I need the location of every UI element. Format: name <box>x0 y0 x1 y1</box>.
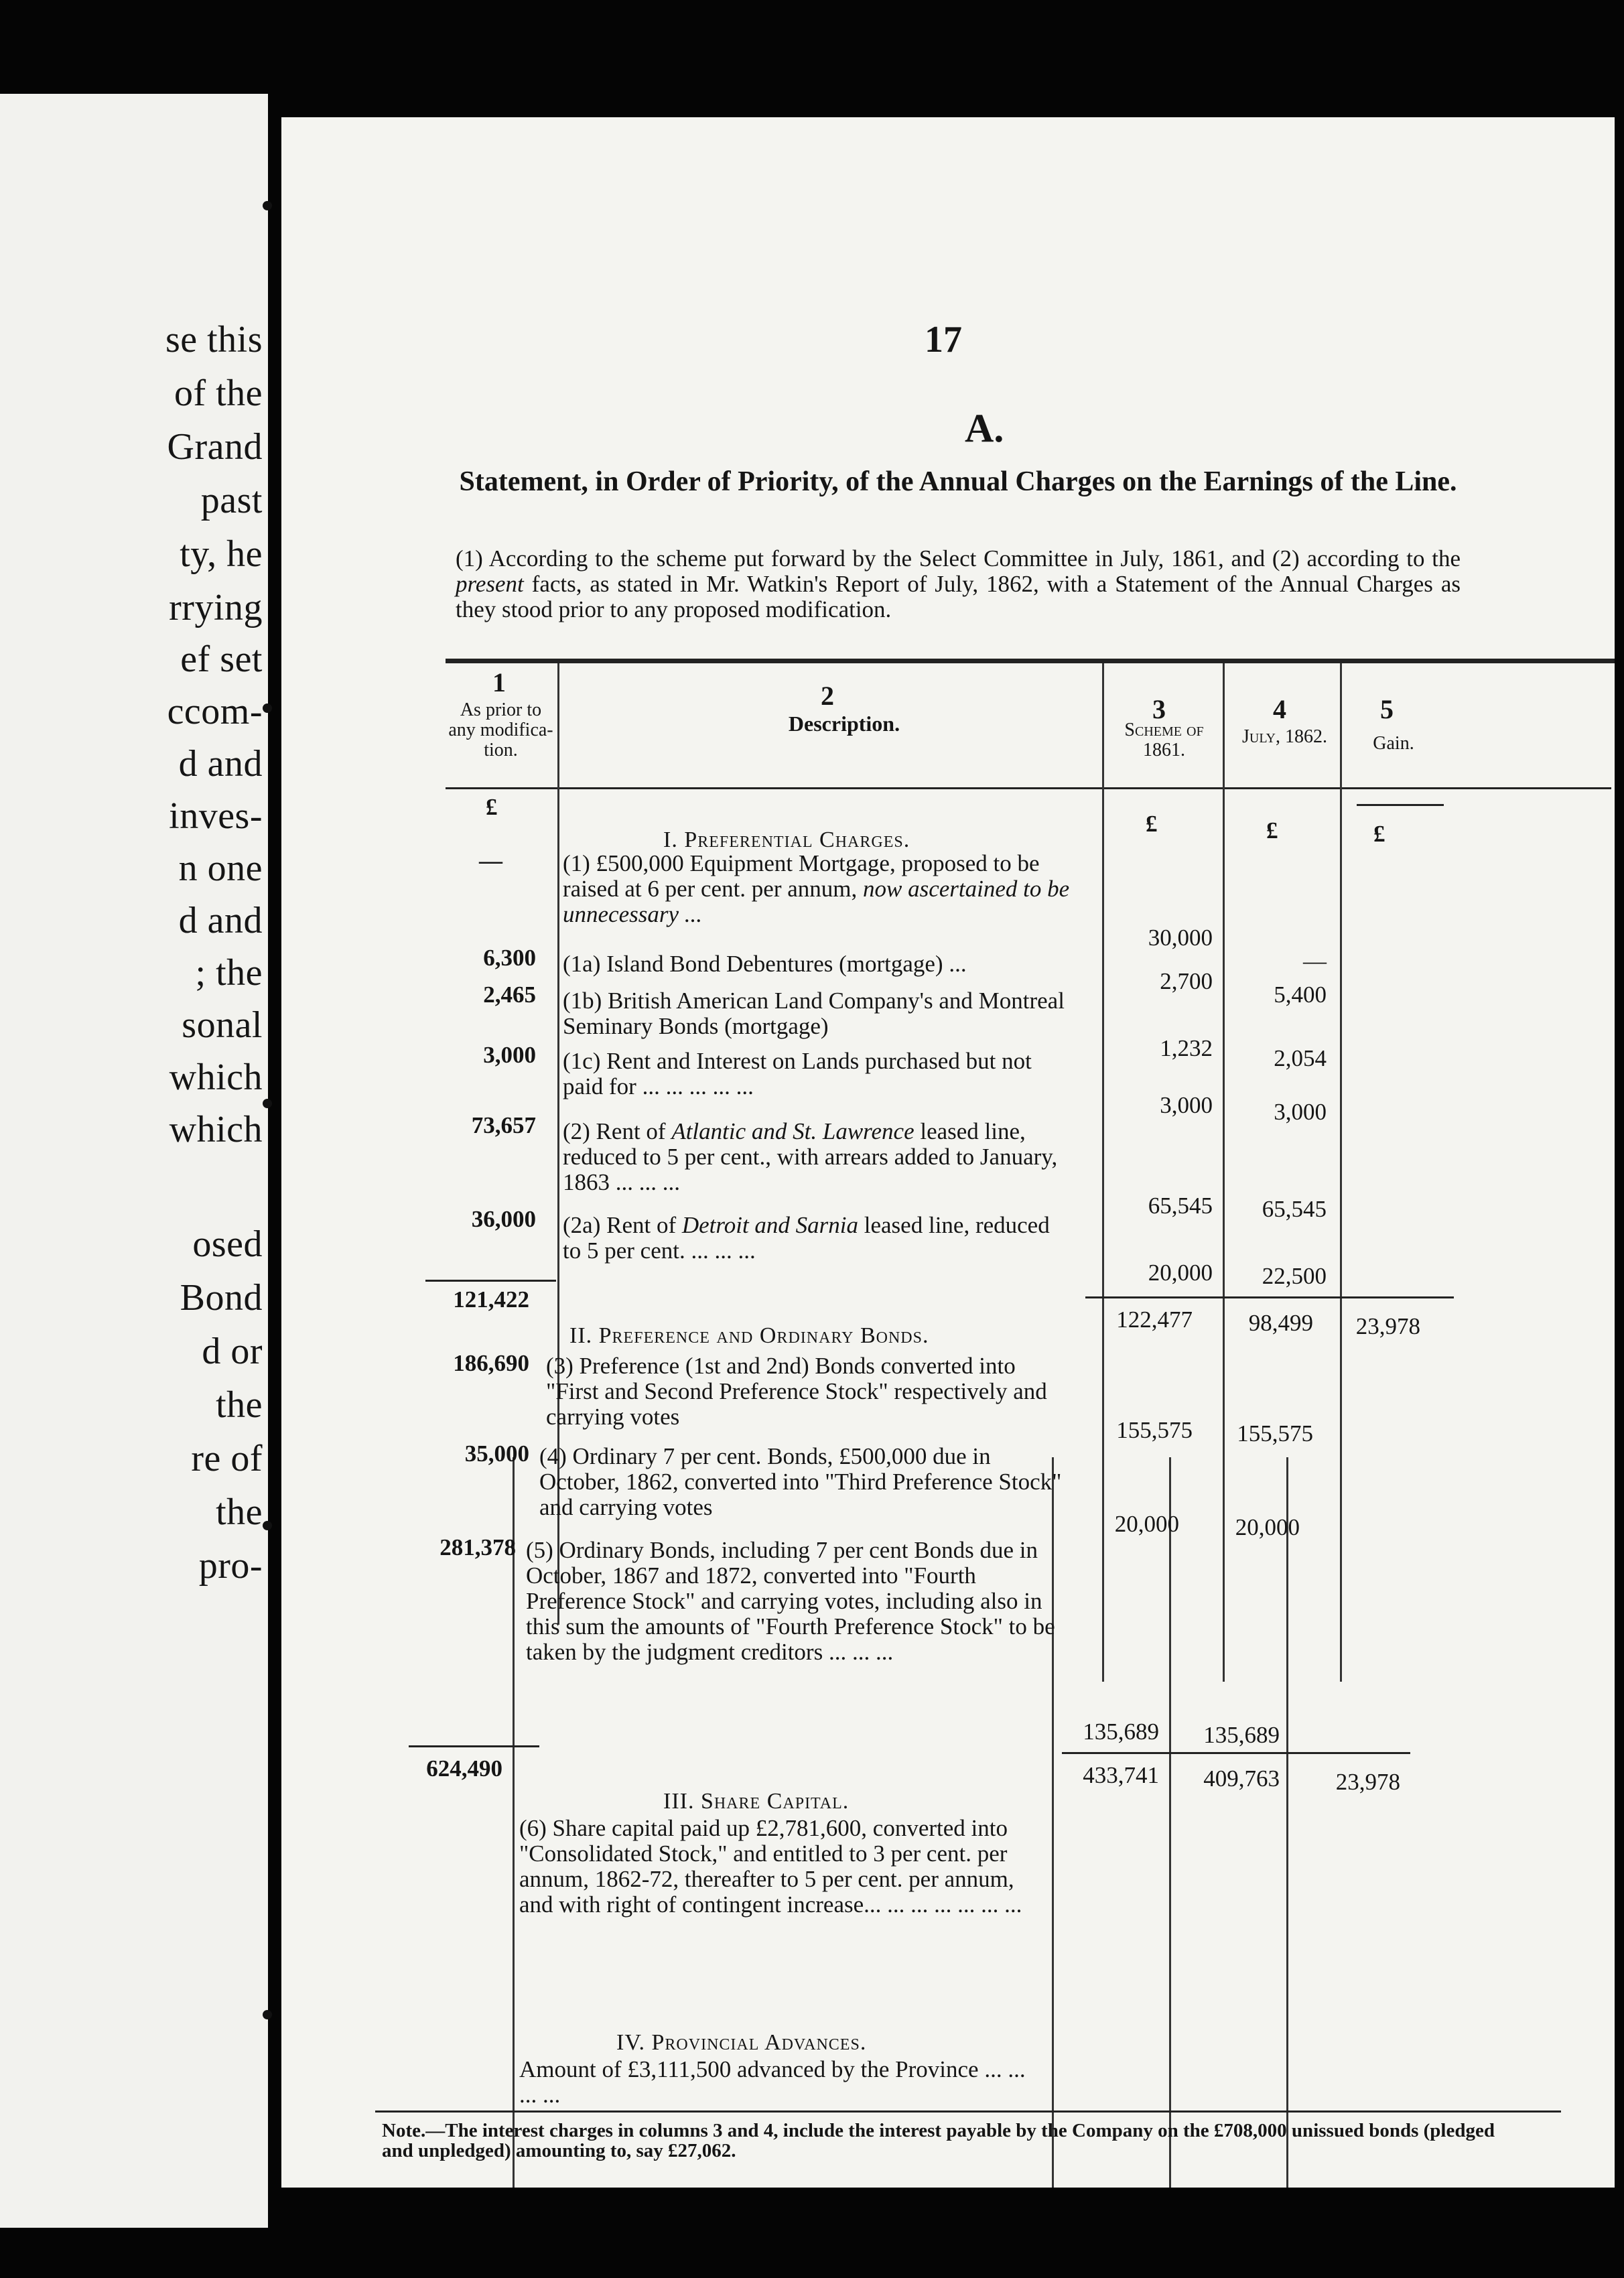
subtotal-rule <box>409 1745 539 1747</box>
row-desc-4: (4) Ordinary 7 per cent. Bonds, £500,000 due in October, 1862, converted into "Third Preference Stock" and carrying votes <box>539 1443 1062 1520</box>
column-header-gain: Gain. <box>1373 733 1414 754</box>
cell-c1: 3,000 <box>483 1042 536 1068</box>
text-fragment: the <box>216 1491 263 1533</box>
cell-c4: 65,545 <box>1262 1196 1327 1222</box>
text-fragment: sonal <box>182 1004 263 1046</box>
row-desc-7: Amount of £3,111,500 advanced by the Province ... ... ... ... <box>519 2056 1026 2108</box>
row-desc-2a <box>563 1213 1072 1264</box>
desc-text: leased line, reduced to 5 per cent., with arrears added to January, 1863 ... ... ... <box>563 1118 1058 1195</box>
cell-c1: 6,300 <box>483 945 536 971</box>
desc-text: (1) £500,000 Equipment Mortgage, proposed to be raised at 6 per cent. per annum, <box>563 850 1040 902</box>
binding-stitch <box>263 1099 272 1108</box>
cell-c3: 20,000 <box>1148 1260 1213 1286</box>
appendix-letter: A. <box>965 406 1004 450</box>
cell-c3: 2,700 <box>1160 968 1213 994</box>
column-divider <box>513 1457 515 2188</box>
desc-text: (2a) Rent of <box>563 1212 682 1238</box>
cell-c4: 2,054 <box>1274 1045 1327 1071</box>
column-header-scheme-1861: Scheme of 1861. <box>1124 720 1204 760</box>
currency-mark: £ <box>1373 821 1385 847</box>
row-desc-1a: (1a) Island Bond Debentures (mortgage) ... <box>563 951 967 977</box>
currency-mark: £ <box>486 794 498 820</box>
subtotal-c4: 409,763 <box>1203 1765 1280 1792</box>
text-fragment: d and <box>178 743 263 785</box>
page-number: 17 <box>925 319 962 360</box>
text-fragment: n one <box>178 848 263 889</box>
binding-stitch <box>263 704 272 713</box>
subtotal-rule <box>425 1280 556 1282</box>
text-fragment: of the <box>174 373 263 414</box>
cell-c3: 135,689 <box>1083 1719 1159 1745</box>
subtitle-text: (1) According to the scheme put forward by the Select Committee in July, 1861, and (2) according to the <box>456 545 1461 572</box>
subtotal-c5: 23,978 <box>1355 1313 1420 1339</box>
text-fragment: ef set <box>180 639 263 680</box>
cell-c3: 30,000 <box>1148 925 1213 951</box>
text-fragment: pro- <box>198 1545 263 1587</box>
cell-c1: 2,465 <box>483 982 536 1008</box>
desc-text: (2) Rent of <box>563 1118 672 1144</box>
text-fragment: d and <box>178 900 263 941</box>
subtotal-c1: 121,422 <box>453 1286 529 1313</box>
text-fragment: past <box>200 480 263 521</box>
cell-c1: 186,690 <box>453 1350 529 1376</box>
subtitle-text: facts, as stated in Mr. Watkin's Report of July, 1862, with a Statement of the Annual Charges as they stood prior to any proposed modification. <box>456 571 1461 622</box>
column-header-as-prior: As prior to any modifica-tion. <box>448 699 553 760</box>
column-number: 4 <box>1273 694 1286 724</box>
column-header-july-1862: July, 1862. <box>1242 726 1327 747</box>
statement-title: Statement, in Order of Priority, of the Annual Charges on the Earnings of the Line. <box>459 466 1457 497</box>
text-fragment: which <box>169 1109 263 1150</box>
desc-italic: now ascertained to be unnecessary ... <box>563 876 1070 927</box>
footer-rule <box>375 2110 1561 2113</box>
binding-stitch <box>263 2010 272 2019</box>
subtitle-italic: present <box>456 571 524 597</box>
section-heading: II. Preference and Ordinary Bonds. <box>569 1323 929 1348</box>
text-fragment: ccom- <box>167 691 263 732</box>
cell-c1: 281,378 <box>439 1534 516 1560</box>
subtotal-c3: 122,477 <box>1116 1306 1193 1333</box>
footnote: Note.—The interest charges in columns 3 and 4, include the interest payable by the Company on the £708,000 unissued bonds (pledged and unpledged) amounting to, say £27,062. <box>382 2120 1495 2161</box>
row-desc-1c: (1c) Rent and Interest on Lands purchased but not paid for ... ... ... ... ... <box>563 1048 1032 1099</box>
binding-stitch <box>263 1521 272 1530</box>
column-number: 5 <box>1380 694 1394 724</box>
row-desc-2 <box>563 1119 1072 1195</box>
cell-c4: 22,500 <box>1262 1263 1327 1289</box>
column-divider <box>1169 1457 1171 2188</box>
dash-cell: — <box>479 848 502 874</box>
statement-subtitle <box>456 546 1461 622</box>
column-number: 2 <box>821 681 834 711</box>
cell-c1: 35,000 <box>464 1440 529 1467</box>
cell-c4: 135,689 <box>1203 1722 1280 1748</box>
table-top-rule <box>446 659 1615 663</box>
row-desc-1b: (1b) British American Land Company's and Montreal Seminary Bonds (mortgage) <box>563 988 1065 1039</box>
text-fragment: re of <box>191 1438 263 1479</box>
cell-c4: 20,000 <box>1235 1514 1300 1540</box>
gain-rule <box>1357 804 1444 806</box>
text-fragment: ty, he <box>180 533 263 575</box>
column-divider <box>1340 663 1342 1682</box>
section-heading: IV. Provincial Advances. <box>616 2030 867 2055</box>
text-fragment: the <box>216 1384 263 1426</box>
header-rule <box>446 787 1611 789</box>
currency-mark: £ <box>1266 817 1278 844</box>
text-fragment: d or <box>202 1331 263 1372</box>
text-fragment: se this <box>165 319 263 360</box>
text-fragment: rrying <box>169 587 263 628</box>
text-fragment: Grand <box>167 426 263 468</box>
cell-c1: 73,657 <box>471 1112 536 1138</box>
desc-italic: Atlantic and St. Lawrence <box>671 1118 915 1144</box>
text-fragment: which <box>169 1057 263 1098</box>
section-heading: III. Share Capital. <box>663 1789 850 1814</box>
cell-c4: — <box>1303 948 1327 974</box>
text-fragment: ; the <box>195 952 263 994</box>
text-fragment: Bond <box>180 1277 263 1319</box>
column-number: 3 <box>1152 694 1166 724</box>
cell-c3: 3,000 <box>1160 1092 1213 1118</box>
text-fragment: inves- <box>169 795 263 837</box>
section-heading: I. Preferential Charges. <box>663 827 910 852</box>
desc-text: leased line, reduced to 5 per cent. ... ... ... <box>563 1212 1050 1264</box>
column-header-description: Description. <box>788 712 900 736</box>
cell-c1: 36,000 <box>471 1206 536 1232</box>
cell-c4: 3,000 <box>1274 1099 1327 1125</box>
desc-italic: Detroit and Sarnia <box>681 1212 859 1238</box>
subtotal-c1: 624,490 <box>426 1755 502 1782</box>
subtotal-rule <box>1062 1752 1410 1754</box>
row-desc-6: (6) Share capital paid up £2,781,600, converted into "Consolidated Stock," and entitled to 3 per cent. per annum, 1862-72, thereafter to 5 per cent. per annum, and with right of contingent increase... ... ... ... ... ... ... <box>519 1815 1022 1918</box>
column-divider <box>1286 1457 1288 2188</box>
row-desc-5: (5) Ordinary Bonds, including 7 per cent Bonds due in October, 1867 and 1872, converted into "Fourth Preference Stock" and carrying votes, including also in this sum the amounts of "Fourth Preference Stock" to be taken by the judgment creditors ... ... ... <box>526 1537 1055 1665</box>
cell-c3: 20,000 <box>1114 1511 1179 1537</box>
cell-c3: 155,575 <box>1116 1417 1193 1443</box>
subtotal-c5: 23,978 <box>1335 1769 1400 1795</box>
cell-c4: 5,400 <box>1274 982 1327 1008</box>
main-page <box>281 117 1615 2188</box>
subtotal-c3: 433,741 <box>1083 1762 1159 1788</box>
currency-mark: £ <box>1146 811 1158 837</box>
row-desc-1 <box>563 851 1072 927</box>
binding-stitch <box>263 201 272 210</box>
column-number: 1 <box>492 667 506 697</box>
cell-c3: 65,545 <box>1148 1193 1213 1219</box>
left-facing-page <box>0 94 268 2228</box>
subtotal-rule <box>1085 1296 1454 1298</box>
cell-c4: 155,575 <box>1237 1420 1313 1447</box>
subtotal-c4: 98,499 <box>1248 1310 1313 1336</box>
text-fragment: osed <box>192 1223 263 1265</box>
cell-c3: 1,232 <box>1160 1035 1213 1061</box>
row-desc-3: (3) Preference (1st and 2nd) Bonds converted into "First and Second Preference Stock" respectively and carrying votes <box>546 1353 1047 1430</box>
